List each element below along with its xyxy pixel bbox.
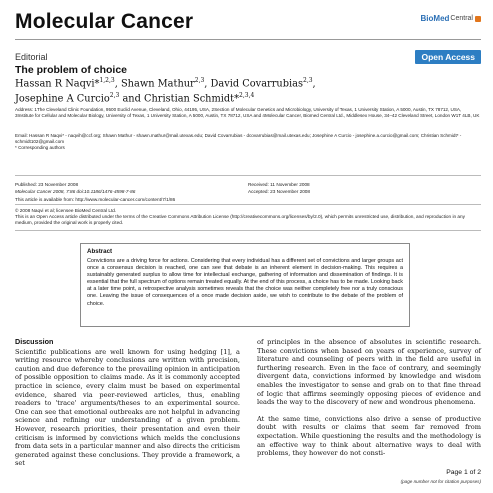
emails: Email: Hassan R Naqvi* - naqvih@ccf.org; Shawn Mathur - shawn.mathur@mail.utexas.edu; David Covarrubias - dcovarrubias@mail.utexas.edu; Josephine A Curcio - josephine.a.curcio@gmail.com; Christian Schmidt* - schmidt102@gmail.com <box>15 133 462 144</box>
page-number: Page 1 of 2 <box>446 469 481 476</box>
divider-1 <box>15 175 481 176</box>
published-date: Published: 23 November 2008 <box>15 182 79 187</box>
received-date: Received: 11 November 2008 <box>248 182 310 187</box>
logo-bio-text: BioMed <box>420 14 450 23</box>
body-left-column <box>15 338 240 476</box>
emails-block <box>15 133 480 151</box>
logo-mark-icon <box>475 16 481 22</box>
abstract-box <box>80 243 410 327</box>
discussion-heading: Discussion <box>15 337 54 346</box>
affiliations: Address: 1The Cleveland Clinic Foundation, 9500 Euclid Avenue, Cleveland, Ohio, 44195, USA, 2Section of Molecular Genetics and Microbiology, University of Texas, 1 University Station, A 5000, Austin, TX 78712, USA, 3Institute for Cellular and Molecular Biology, University of Texas, 1 University Station, A 5000, Austin, TX 78712, USA and 4Molecular Cancer, Biomed Central Ltd., Middlesex House, 34–42 Cleveland Street, London W1T 4LB, UK <box>15 107 480 118</box>
accepted-date: Accepted: 23 November 2008 <box>248 189 311 194</box>
publication-info <box>15 181 135 195</box>
body-right-column <box>257 338 481 466</box>
body-paragraph: Scientific publications are well known for using hedging [1], a writing resource whereby conclusions are written with precision, caution and due deference to the prevailing opinion in anticipation of possible opposition to claims made. As it is commonly accepted practice in science, every claim must be based on experimental evidence, shared via peer-reviewed articles, thus, enabling readers to 'trace' arguments/theses to an experimental source. One can see that emotional outbreaks are not helpful in advancing science and refining our understanding of a given problem. However, research priorities, their presentation and even their criticism is informed by convictions which melds the conclusions from data sets in a particular manner and also directs the criticism generated against these conclusions. They provide a framework, a set <box>15 347 240 468</box>
authors-line-2: Josephine A Curcio$^{2,3}$ and Christian Schmidt*$^{2,3,4}$ <box>15 92 255 105</box>
received-info <box>248 181 310 195</box>
copyright: © 2008 Naqvi et al; licensee BioMed Central Ltd. <box>15 208 117 213</box>
authors <box>15 75 475 106</box>
page-number-note: (page number not for citation purposes) <box>400 479 481 484</box>
biomed-central-logo <box>421 14 481 23</box>
section-type: Editorial <box>15 52 48 62</box>
authors-line-1: Hassan R Naqvi*$^{1,2,3}$, Shawn Mathur$^{2,3}$, David Covarrubias$^{2,3}$, <box>15 77 316 90</box>
divider-3 <box>15 230 481 231</box>
divider-2 <box>15 204 481 205</box>
license-block <box>15 208 480 227</box>
logo-central-text: Central <box>450 15 473 22</box>
abstract-text: Convictions are a driving force for actions. Considering that every individual has a different set of convictions and larger groups act once a consensus decision is reached, one can see that debate is an inherent element in decision-making. This requires a sustainably generated surplus to allow time for intellectual exchange, gathering of information and dissemination of findings. It is essential that the full spectrum of options remain treated equally. At the end of this process, a choice has to be made. Looking back at a later time point, a retrospective analysis sometimes reveals that the choice was neither completely free nor a truly conscious one. Leaving the issue of consequences of a once made decision aside, we wish to contribute to the debate of the problem of choice. <box>87 258 403 307</box>
body-paragraph: of principles in the absence of absolutes in scientific research. These convictions when based on years of experience, survey of literature and counseling of peers with in the field are useful in furthering research. Even in the face of contrary, and seemingly divergent data, convictions informed by knowledge and wisdom enables the investigator to sense and grab on to that fine thread of logic that affirms seemingly opposing pieces of evidence and leads the way to the discovery of new and wondrous phenomena. <box>257 338 481 407</box>
article-url[interactable]: This article is available from: http://www.molecular-cancer.com/content/7/1/86 <box>15 197 176 202</box>
article-title: The problem of choice <box>15 64 128 76</box>
journal-title: Molecular Cancer <box>15 10 194 33</box>
abstract-heading: Abstract <box>87 248 113 255</box>
header-divider <box>15 39 481 40</box>
license-text: This is an Open Access article distributed under the terms of the Creative Commons Attribution License (http://creativecommons.org/licenses/by/2.0), which permits unrestricted use, distribution, and reproduction in any medium, provided the original work is properly cited. <box>15 214 465 226</box>
open-access-badge: Open Access <box>415 50 481 64</box>
corresponding-note: * Corresponding authors <box>15 145 65 150</box>
body-paragraph: At the same time, convictions also drive a sense of productive doubt with results or claims that seem far removed from expectation. While questioning the results and the methodology is an effective way to think about alternative ways to deal with problems, they however do not consti- <box>257 414 481 458</box>
citation: Molecular Cancer 2008, 7:86 doi:10.1186/1476-4598-7-86 <box>15 189 136 194</box>
